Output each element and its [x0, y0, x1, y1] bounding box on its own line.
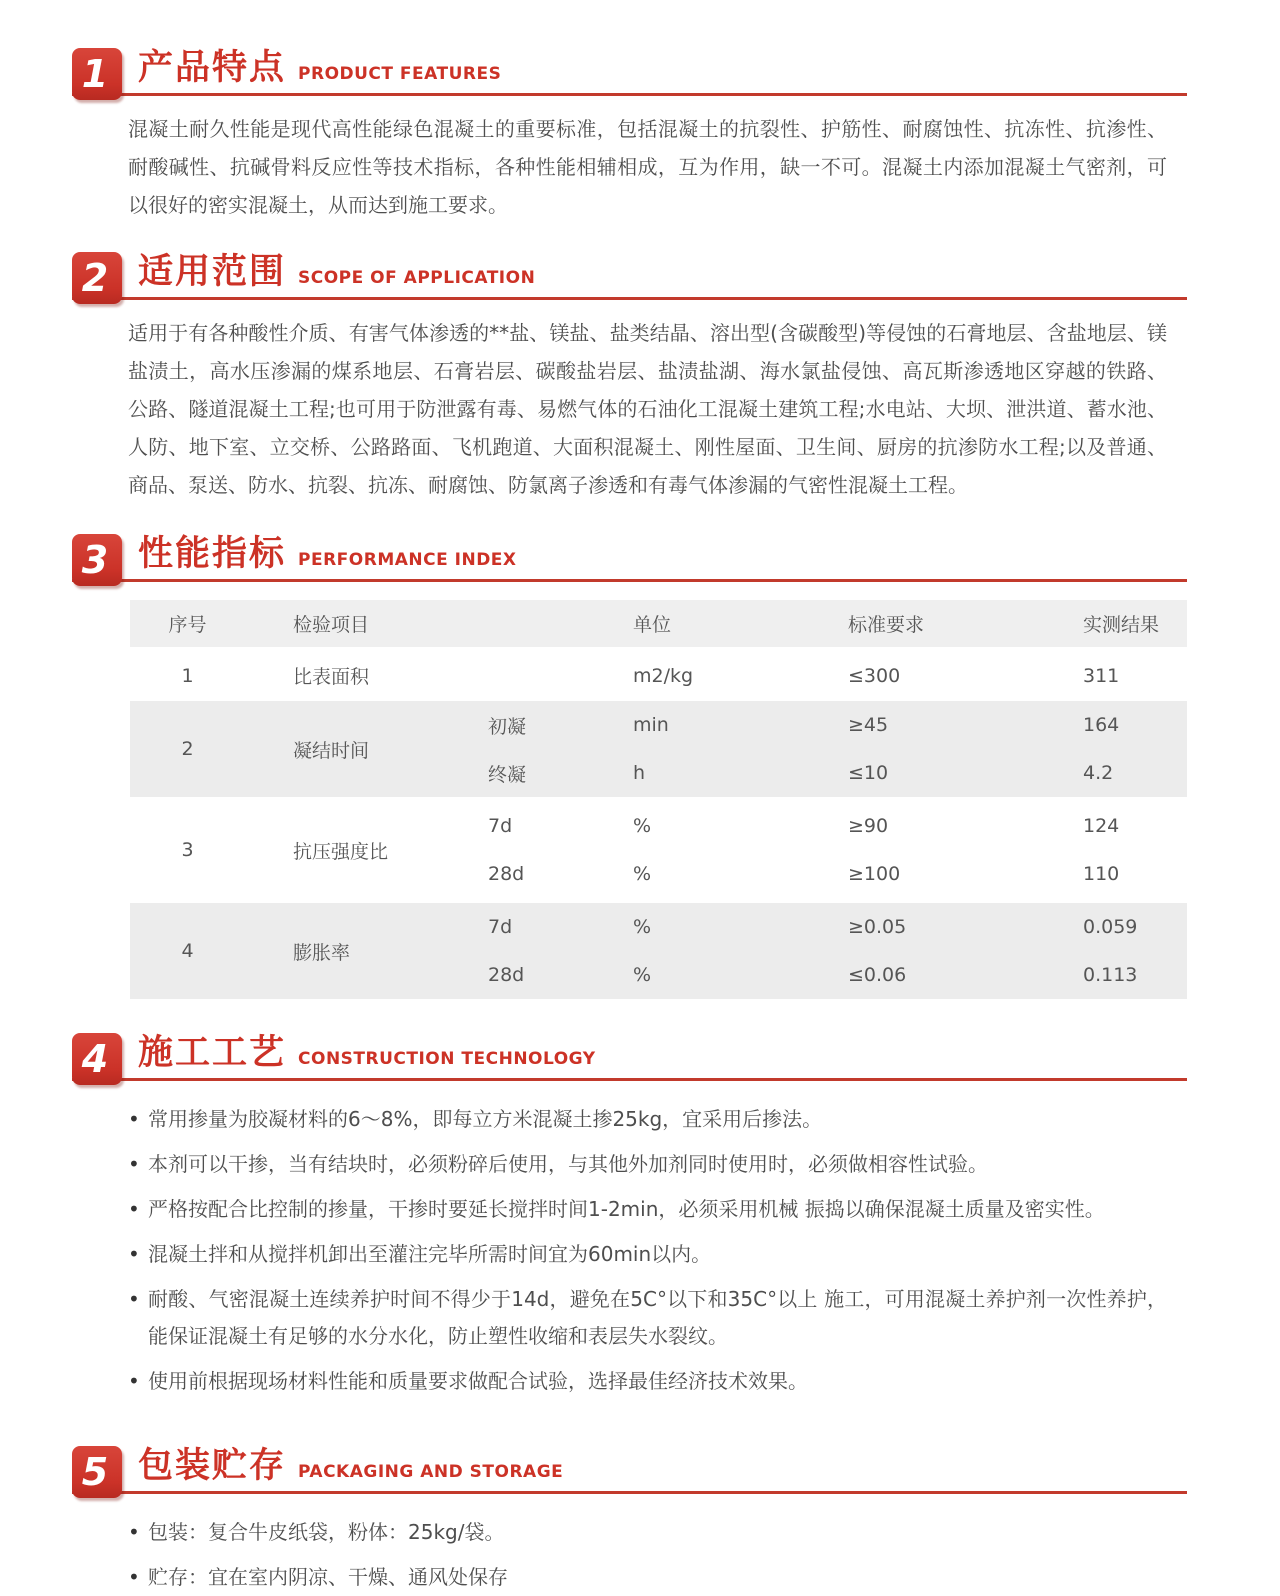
cell-req: ≥90	[848, 815, 889, 837]
table-row	[130, 903, 1187, 999]
section-paragraph: 混凝土耐久性能是现代高性能绿色混凝土的重要标准，包括混凝土的抗裂性、护筋性、耐腐蚀性、抗冻性、抗渗性、耐酸碱性、抗碱骨料反应性等技术指标，各种性能相辅相成，互为作用，缺一不可。混凝土内添加混凝土气密剂，可以很好的密实混凝土，从而达到施工要求。	[128, 117, 1167, 217]
section-header	[72, 48, 1187, 96]
cell-result: 124	[1083, 815, 1120, 837]
cell-req: ≤0.06	[848, 964, 907, 986]
col-header-no: 序号	[168, 614, 207, 636]
cell-no: 1	[181, 664, 194, 687]
cell-no: 4	[181, 940, 194, 962]
section-title-en: CONSTRUCTION TECHNOLOGY	[298, 1048, 596, 1069]
col-header-req: 标准要求	[848, 614, 925, 636]
cell-result: 110	[1083, 863, 1120, 885]
col-header-unit: 单位	[633, 614, 672, 636]
section-number-badge: 5	[72, 1446, 122, 1498]
section-number-badge: 1	[72, 48, 122, 100]
section-title-zh: 产品特点	[138, 47, 287, 88]
cell-unit: %	[633, 815, 652, 837]
col-header-result: 实测结果	[1083, 614, 1160, 636]
section-titles	[138, 535, 517, 580]
bullet-item: • 严格按配合比控制的掺量，干掺时要延长搅拌时间1-2min，必须采用机械 振捣以确保混凝土质量及密实性。	[128, 1191, 1167, 1228]
cell-req: ≥0.05	[848, 916, 907, 938]
section-number-badge: 3	[72, 534, 122, 586]
cell-unit: %	[633, 964, 652, 986]
cell-result: 311	[1083, 664, 1120, 687]
bullet-list	[72, 1514, 1187, 1596]
performance-table	[130, 600, 1187, 999]
section-title-zh: 性能指标	[138, 533, 287, 574]
bullet-item: • 常用掺量为胶凝材料的6～8%，即每立方米混凝土掺25kg，宜采用后掺法。	[128, 1101, 1167, 1138]
cell-sub: 7d	[488, 815, 513, 837]
table-row	[130, 701, 1187, 797]
section-header	[72, 534, 1187, 582]
section-titles	[138, 1034, 596, 1079]
cell-item: 凝结时间	[293, 739, 370, 762]
table-row	[130, 652, 1187, 699]
cell-item: 比表面积	[293, 666, 370, 688]
cell-result: 0.113	[1083, 964, 1138, 986]
cell-unit: m2/kg	[633, 664, 694, 687]
bullet-item: • 使用前根据现场材料性能和质量要求做配合试验，选择最佳经济技术效果。	[128, 1363, 1167, 1400]
col-header-item: 检验项目	[293, 614, 370, 636]
cell-sub: 终凝	[488, 763, 527, 786]
cell-no: 2	[181, 738, 194, 760]
cell-req: ≤300	[848, 664, 901, 687]
section-titles	[138, 1447, 563, 1492]
section-number-badge: 2	[72, 252, 122, 304]
section-scope-of-application	[72, 252, 1187, 504]
cell-result: 164	[1083, 714, 1120, 736]
bullet-item: • 耐酸、气密混凝土连续养护时间不得少于14d，避免在5C°以下和35C°以上 施工，可用混凝土养护剂一次性养护，能保证混凝土有足够的水分水化，防止塑性收缩和表层失水裂纹。	[128, 1281, 1167, 1355]
section-titles	[138, 49, 501, 94]
cell-item: 膨胀率	[293, 941, 351, 964]
cell-sub: 28d	[488, 863, 525, 885]
section-performance-index	[72, 534, 1187, 999]
section-header	[72, 1446, 1187, 1494]
section-number-badge: 4	[72, 1033, 122, 1085]
bullet-item: • 混凝土拌和从搅拌机卸出至灌注完毕所需时间宜为60min以内。	[128, 1236, 1167, 1273]
cell-sub: 28d	[488, 964, 525, 986]
cell-unit: %	[633, 916, 652, 938]
cell-item: 抗压强度比	[293, 840, 389, 863]
col-header-sub	[468, 600, 608, 647]
section-titles	[138, 253, 535, 298]
section-construction-technology	[72, 1033, 1187, 1400]
cell-unit: h	[633, 762, 646, 784]
section-title-zh: 施工工艺	[138, 1032, 287, 1073]
section-title-zh: 适用范围	[138, 251, 287, 292]
bullet-item: • 本剂可以干掺，当有结块时，必须粉碎后使用，与其他外加剂同时使用时，必须做相容性试验。	[128, 1146, 1167, 1183]
cell-unit: %	[633, 863, 652, 885]
cell-req: ≥45	[848, 714, 889, 736]
section-title-en: SCOPE OF APPLICATION	[298, 267, 536, 288]
section-header	[72, 252, 1187, 300]
cell-sub: 7d	[488, 916, 513, 938]
section-header	[72, 1033, 1187, 1081]
section-title-zh: 包装贮存	[138, 1445, 287, 1486]
bullet-item: • 包装：复合牛皮纸袋，粉体：25kg/袋。	[128, 1514, 1167, 1551]
cell-result: 4.2	[1083, 762, 1114, 784]
section-title-en: PRODUCT FEATURES	[298, 63, 502, 84]
section-packaging-storage	[72, 1446, 1187, 1596]
section-title-en: PACKAGING AND STORAGE	[298, 1461, 564, 1482]
cell-no: 3	[181, 839, 194, 861]
section-title-en: PERFORMANCE INDEX	[298, 549, 517, 570]
bullet-item: • 贮存：宜在室内阴凉、干燥、通风处保存	[128, 1559, 1167, 1596]
table-row	[130, 802, 1187, 898]
cell-req: ≥100	[848, 863, 901, 885]
bullet-list	[72, 1101, 1187, 1400]
cell-unit: min	[633, 714, 669, 736]
section-paragraph: 适用于有各种酸性介质、有害气体渗透的**盐、镁盐、盐类结晶、溶出型(含碳酸型)等侵蚀的石膏地层、含盐地层、镁盐渍土，高水压渗漏的煤系地层、石膏岩层、碳酸盐岩层、盐渍盐湖、海水氯盐侵蚀、高瓦斯渗透地区穿越的铁路、公路、隧道混凝土工程;也可用于防泄露有毒、易燃气体的石油化工混凝土建筑工程;水电站、大坝、泄洪道、蓄水池、人防、地下室、立交桥、公路路面、飞机跑道、大面积混凝土、刚性屋面、卫生间、厨房的抗渗防水工程;以及普通、商品、泵送、防水、抗裂、抗冻、耐腐蚀、防氯离子渗透和有毒气体渗漏的气密性混凝土工程。	[128, 321, 1167, 497]
cell-req: ≤10	[848, 762, 889, 784]
cell-sub	[468, 652, 608, 699]
cell-sub: 初凝	[488, 715, 527, 738]
section-product-features	[72, 48, 1187, 224]
cell-result: 0.059	[1083, 916, 1138, 938]
table-header-row	[130, 600, 1187, 647]
